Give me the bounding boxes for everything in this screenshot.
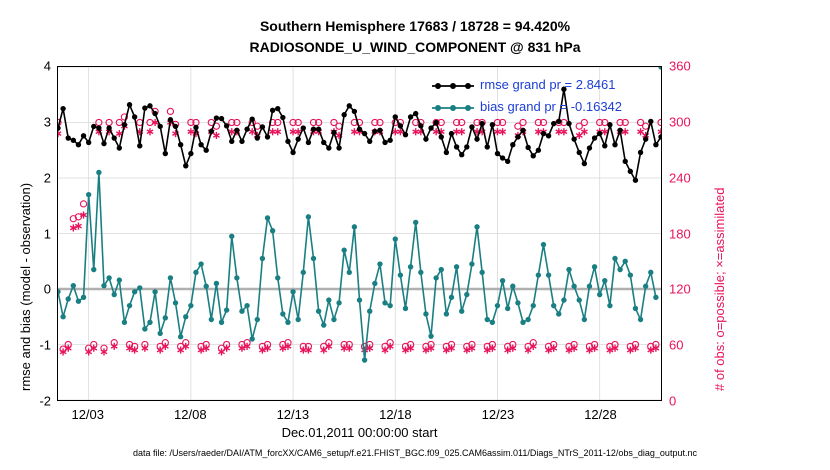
series-marker [244,126,249,131]
series-marker [413,111,418,116]
y-tick-left: 4 [43,58,51,74]
series-marker [117,277,122,282]
series-marker [147,103,152,108]
series-marker [66,296,71,301]
series-marker [76,299,81,304]
series-marker [66,135,71,140]
series-marker [387,138,392,143]
series-marker [510,142,515,147]
series-marker [628,272,633,277]
series-marker [188,303,193,308]
chart-title-line1: Southern Hemisphere 17683 / 18728 = 94.420% [259,18,571,34]
series-marker [510,284,515,289]
y-tick-right: 300 [669,114,691,130]
series-marker [597,292,602,297]
y-tick-right: 120 [669,281,691,297]
series-marker [377,128,382,133]
series-marker [204,284,209,289]
series-marker [556,311,561,316]
x-axis-label: Dec.01,2011 00:00:00 start [281,425,438,440]
y-tick-left: 3 [43,114,51,130]
series-marker [352,109,357,114]
series-marker [393,114,398,119]
y-axis-left-label-text: rmse and bias (model - observation) [18,182,33,391]
obs-possible-marker [520,119,526,125]
series-marker [500,155,505,160]
series-marker [628,169,633,174]
series-marker [117,145,122,150]
y-tick-right: 360 [669,58,691,74]
series-marker [561,297,566,302]
series-marker [285,139,290,144]
series-marker [459,152,464,157]
series-marker [127,303,132,308]
obs-assimilated-marker [622,128,628,135]
series-marker [505,306,510,311]
series-marker [58,125,61,130]
series-marker [372,129,377,134]
series-marker [479,121,484,126]
series-marker [444,311,449,316]
series-marker [515,300,520,305]
series-marker [433,275,438,280]
series-marker [255,317,260,322]
series-marker [91,124,96,129]
series-marker [577,150,582,155]
series-marker [331,130,336,135]
series-marker [566,121,571,126]
series-marker [531,153,536,158]
chart-title-line2: RADIOSONDE_U_WIND_COMPONENT @ 831 hPa [249,39,581,55]
series-marker [633,178,638,183]
obs-assimilated-marker [561,128,567,135]
series-marker [204,148,209,153]
series-marker [188,151,193,156]
series-marker [152,111,157,116]
series-marker [270,108,275,113]
series-marker [168,117,173,122]
series-marker [423,136,428,141]
series-marker [163,315,168,320]
series-marker [142,326,147,331]
series-marker [219,320,224,325]
x-tick: 12/08 [174,407,207,422]
series-marker [577,297,582,302]
series-marker [239,309,244,314]
series-marker [643,136,648,141]
series-marker [280,115,285,120]
series-marker [454,264,459,269]
series-marker [571,284,576,289]
series-marker [602,143,607,148]
series-marker [178,334,183,339]
series-marker [290,150,295,155]
obs-assimilated-marker [494,128,500,135]
series-marker [96,170,101,175]
series-marker [377,261,382,266]
legend-label: rmse grand pr = 2.8461 [480,77,616,92]
series-marker [112,292,117,297]
series-marker [106,275,111,280]
series-marker [316,126,321,131]
series-marker [142,105,147,110]
obs-possible-marker [581,119,587,125]
series-marker [531,303,536,308]
series-marker [428,333,433,338]
series-marker [607,122,612,127]
series-marker [439,134,444,139]
series-marker [275,106,280,111]
series-marker [587,145,592,150]
series-marker [597,131,602,136]
series-marker [592,135,597,140]
series-marker [58,289,61,294]
series-marker [341,247,346,252]
series-marker [178,142,183,147]
series-marker [393,236,398,241]
series-marker [96,125,101,130]
series-marker [653,142,658,147]
series-marker [362,131,367,136]
series-marker [132,289,137,294]
series-marker [295,317,300,322]
series-marker [459,309,464,314]
series-marker [490,320,495,325]
x-tick: 12/03 [71,407,105,422]
series-marker [449,295,454,300]
obs-assimilated-marker [499,128,505,135]
series-marker [316,309,321,314]
series-marker [623,259,628,264]
obs-assimilated-marker [275,128,281,135]
series-marker [152,289,157,294]
series-marker [193,125,198,130]
series-marker [214,115,219,120]
series-marker [582,317,587,322]
obs-possible-marker [96,119,102,125]
series-marker [403,132,408,137]
series-marker [91,267,96,272]
series-marker [464,292,469,297]
series-marker [60,314,65,319]
y-axis-right-label-text: # of obs: o=possible; ×=assimilated [712,187,727,391]
series-marker [653,295,658,300]
series-marker [101,283,106,288]
series-marker [214,281,219,286]
series-marker [357,297,362,302]
series-marker [260,124,265,129]
series-marker [101,141,106,146]
series-marker [418,270,423,275]
series-marker [311,126,316,131]
series-marker [536,272,541,277]
series-marker [382,140,387,145]
legend-symbol [430,100,476,116]
series-marker [127,102,132,107]
obs-possible-marker [106,119,112,125]
series-marker [347,103,352,108]
series-marker [306,214,311,219]
series-marker [638,150,643,155]
series-marker [612,256,617,261]
series-marker [525,317,530,322]
series-marker [418,123,423,128]
series-marker [474,224,479,229]
series-marker [326,145,331,150]
series-marker [137,143,142,148]
series-marker [495,303,500,308]
series-marker [500,278,505,283]
series-marker [132,114,137,119]
series-marker [433,120,438,125]
obs-assimilated-marker [556,128,562,135]
series-marker [60,106,65,111]
series-marker [546,272,551,277]
series-marker [372,281,377,286]
obs-assimilated-marker [147,128,153,135]
series-marker [495,151,500,156]
series-marker [566,267,571,272]
series-marker [515,134,520,139]
series-marker [290,289,295,294]
plot-area [57,66,662,401]
y-tick-left: -1 [39,337,51,353]
series-marker [249,336,254,341]
series-marker [260,256,265,261]
obs-assimilated-marker [658,128,661,135]
series-marker [602,278,607,283]
x-tick: 12/28 [584,407,617,422]
obs-assimilated-marker [101,348,107,355]
series-marker [474,136,479,141]
series-marker [71,283,76,288]
data-series-layer [58,67,661,400]
series-marker [408,114,413,119]
series-marker [403,306,408,311]
y-tick-right: 180 [669,226,691,241]
series-marker [439,267,444,272]
series-marker [106,125,111,130]
series-marker [326,297,331,302]
obs-assimilated-marker [142,345,148,352]
series-marker [234,128,239,133]
series-marker [193,270,198,275]
series-marker [336,145,341,150]
series-marker [81,133,86,138]
obs-assimilated-marker [413,128,419,135]
obs-possible-marker [336,123,342,129]
series-marker [648,270,653,275]
series-marker [469,261,474,266]
x-tick: 12/18 [379,407,412,422]
series-marker [633,306,638,311]
series-marker [382,300,387,305]
series-marker [546,133,551,138]
series-marker [275,275,280,280]
y-tick-left: 1 [43,226,51,241]
series-marker [398,123,403,128]
series-marker [198,142,203,147]
obs-assimilated-marker [459,128,465,135]
obs-assimilated-marker [290,128,296,135]
obs-assimilated-marker [270,128,276,135]
obs-possible-marker [80,201,86,207]
series-marker [623,159,628,164]
series-marker [81,295,86,300]
series-marker [137,285,142,290]
series-marker [209,317,214,322]
legend-symbol [430,78,476,94]
series-marker [408,264,413,269]
series-marker [229,234,234,239]
series-marker [234,275,239,280]
series-marker [249,116,254,121]
series-marker [198,261,203,266]
series-marker [505,159,510,164]
series-marker [587,284,592,289]
series-marker [336,300,341,305]
series-marker [648,119,653,124]
series-marker [239,139,244,144]
obs-assimilated-marker [58,130,61,137]
series-marker [612,142,617,147]
series-marker [147,320,152,325]
series-marker [536,148,541,153]
series-marker [209,129,214,134]
series-marker [347,270,352,275]
series-marker [168,275,173,280]
series-marker [541,131,546,136]
series-marker [331,317,336,322]
series-marker [357,126,362,131]
series-marker [643,284,648,289]
series-marker [285,320,290,325]
series-marker [362,357,367,362]
series-marker [301,270,306,275]
series-marker [387,303,392,308]
series-line [58,172,656,360]
obs-possible-marker [643,123,649,129]
series-marker [413,220,418,225]
obs-assimilated-marker [453,128,459,135]
obs-assimilated-marker [535,128,541,135]
series-marker [173,124,178,129]
series-marker [541,242,546,247]
series-marker [464,144,469,149]
series-marker [86,192,91,197]
series-marker [638,317,643,322]
series-marker [112,135,117,140]
series-marker [398,272,403,277]
series-marker [485,317,490,322]
series-marker [229,139,234,144]
series-marker [617,128,622,133]
series-marker [423,311,428,316]
series-marker [607,303,612,308]
x-tick: 12/13 [276,407,310,422]
series-marker [444,150,449,155]
series-marker [449,131,454,136]
series-marker [183,314,188,319]
y-tick-left: 0 [43,281,51,297]
series-marker [301,125,306,130]
series-marker [551,121,556,126]
series-marker [571,136,576,141]
series-marker [244,303,249,308]
obs-possible-marker [658,119,661,125]
series-marker [479,270,484,275]
data-file-footer: data file: /Users/raeder/DAI/ATM_forcXX/CAM6_setup/f.e21.FHIST_BGC.f09_025.CAM6assim.011/Diags_NTrS_2011-12/obs_diag_output.nc [133,448,697,458]
series-marker [520,128,525,133]
series-marker [280,311,285,316]
series-marker [485,144,490,149]
series-marker [551,303,556,308]
series-marker [658,134,661,139]
series-marker [122,320,127,325]
series-marker [306,140,311,145]
series-marker [173,300,178,305]
y-tick-left: 2 [43,170,51,186]
series-marker [265,134,270,139]
y-tick-right: 0 [669,393,677,409]
series-marker [352,224,357,229]
series-marker [311,256,316,261]
series-marker [367,139,372,144]
series-marker [158,331,163,336]
series-marker [490,122,495,127]
series-marker [592,264,597,269]
series-marker [295,136,300,141]
obs-assimilated-marker [111,343,117,350]
series-marker [469,124,474,129]
series-marker [265,215,270,220]
series-marker [321,140,326,145]
series-marker [454,144,459,149]
series-marker [367,309,372,314]
y-tick-right: 240 [669,170,691,186]
series-marker [76,142,81,147]
obs-possible-marker [167,108,173,114]
series-marker [86,140,91,145]
series-marker [428,125,433,130]
y-tick-right: 60 [669,337,684,353]
series-marker [525,145,530,150]
series-marker [341,112,346,117]
series-marker [556,119,561,124]
series-marker [158,124,163,129]
series-marker [321,322,326,327]
series-marker [520,320,525,325]
legend-label: bias grand pr = -0.16342 [480,99,623,114]
series-marker [163,151,168,156]
obs-possible-marker [147,119,153,125]
series-marker [224,123,229,128]
series-marker [224,307,229,312]
x-tick: 12/23 [481,407,515,422]
series-marker [183,163,188,168]
y-tick-left: -2 [39,393,51,409]
series-marker [71,138,76,143]
series-marker [219,116,224,121]
series-marker [255,135,260,140]
series-marker [122,122,127,127]
series-marker [270,228,275,233]
obs-assimilated-marker [351,128,357,135]
series-marker [658,67,661,70]
series-marker [582,161,587,166]
series-marker [617,267,622,272]
